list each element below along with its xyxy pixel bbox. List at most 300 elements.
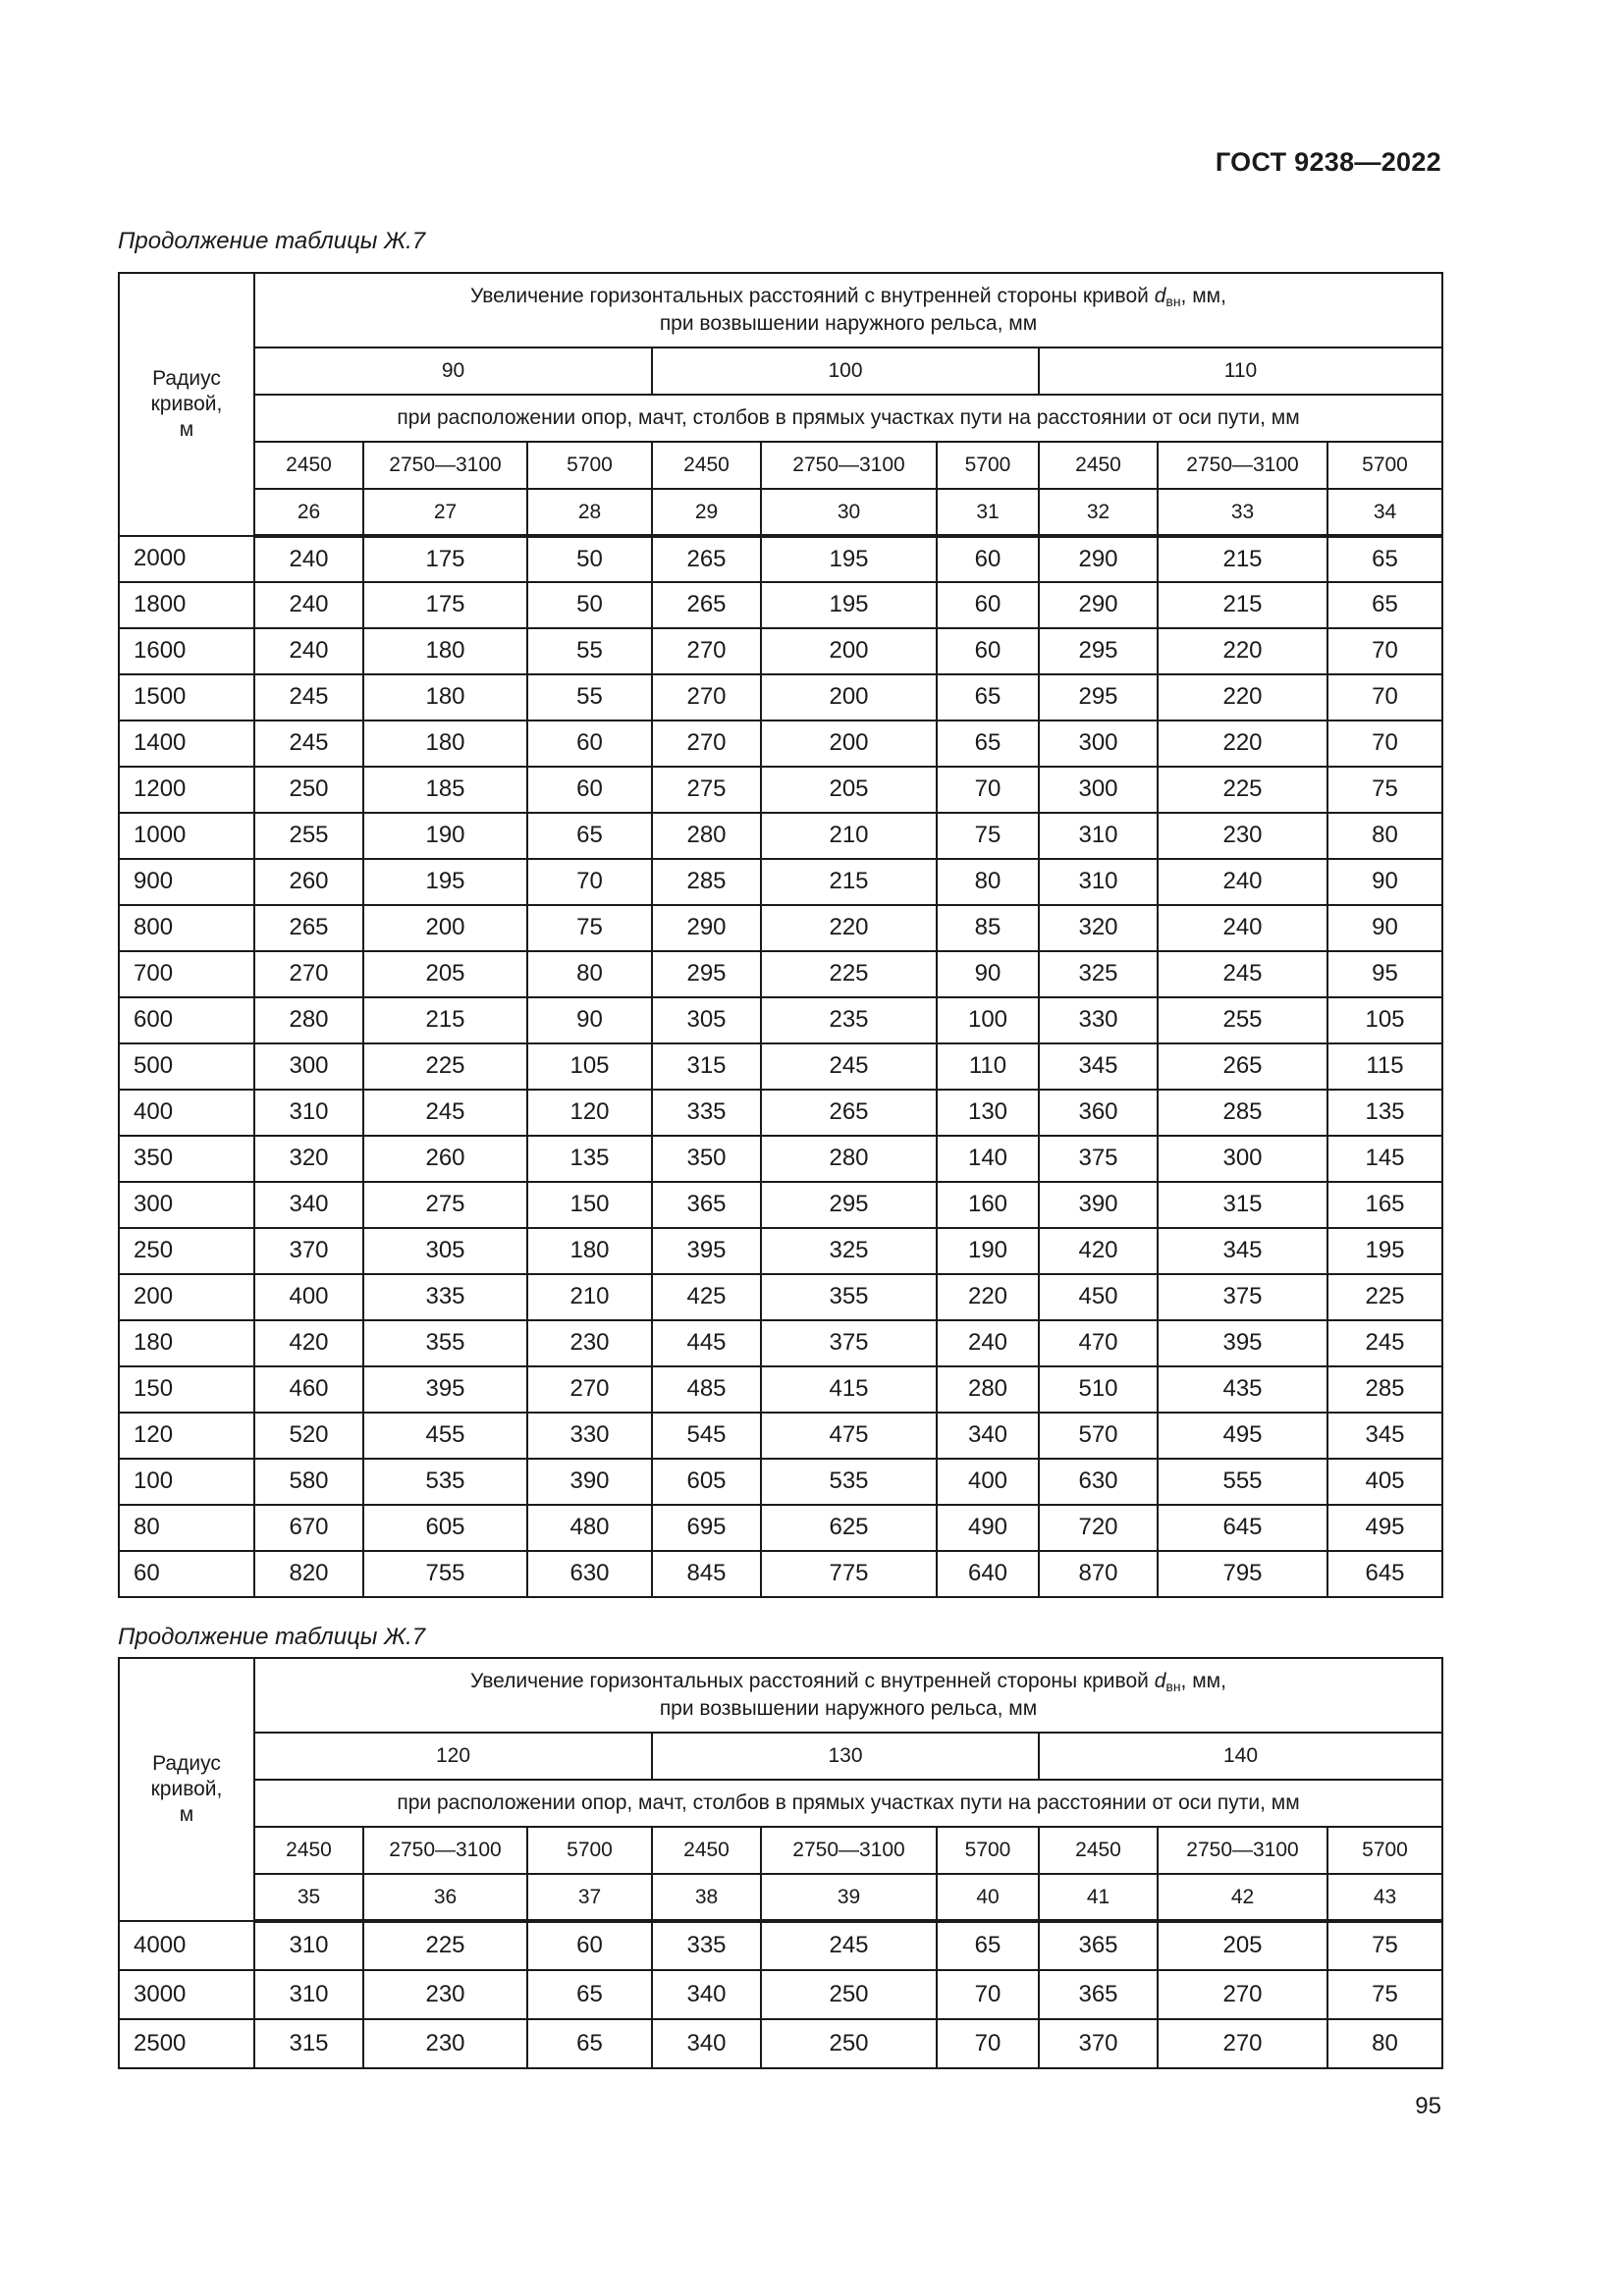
distance-header: 2450: [1039, 1827, 1158, 1874]
value-cell: 75: [527, 905, 652, 951]
radius-header: [119, 273, 254, 536]
value-cell: 235: [761, 997, 937, 1043]
table-row: [119, 582, 1442, 628]
value-cell: 60: [527, 721, 652, 767]
value-cell: 65: [527, 2019, 652, 2068]
distance-header: 5700: [937, 442, 1039, 489]
title-variable: d: [1154, 1670, 1166, 1693]
value-cell: 120: [527, 1090, 652, 1136]
table-row: [119, 997, 1442, 1043]
position-row: [119, 1780, 1442, 1827]
value-cell: 445: [652, 1320, 761, 1366]
value-cell: 90: [1327, 905, 1442, 951]
value-cell: 65: [937, 1921, 1039, 1970]
value-cell: 220: [1158, 628, 1327, 674]
value-cell: 345: [1039, 1043, 1158, 1090]
distance-header: 2750—3100: [761, 1827, 937, 1874]
value-cell: 755: [363, 1551, 527, 1597]
value-cell: 320: [1039, 905, 1158, 951]
value-cell: 220: [761, 905, 937, 951]
radius-header-line: Радиус: [152, 366, 221, 390]
table-row: [119, 1274, 1442, 1320]
table-row: [119, 813, 1442, 859]
value-cell: 270: [652, 674, 761, 721]
value-cell: 845: [652, 1551, 761, 1597]
value-cell: 215: [1158, 536, 1327, 582]
radius-cell: 300: [119, 1182, 254, 1228]
column-number: 32: [1039, 489, 1158, 536]
value-cell: 245: [254, 674, 363, 721]
value-cell: 555: [1158, 1459, 1327, 1505]
radius-header-line: м: [179, 1803, 194, 1827]
value-cell: 245: [363, 1090, 527, 1136]
value-cell: 265: [652, 582, 761, 628]
value-cell: 360: [1039, 1090, 1158, 1136]
value-cell: 240: [1158, 905, 1327, 951]
table-header: [119, 273, 1442, 536]
distance-header: 2750—3100: [761, 442, 937, 489]
value-cell: 245: [1327, 1320, 1442, 1366]
value-cell: 105: [527, 1043, 652, 1090]
value-cell: 210: [527, 1274, 652, 1320]
value-cell: 95: [1327, 951, 1442, 997]
value-cell: 245: [1158, 951, 1327, 997]
value-cell: 70: [1327, 721, 1442, 767]
value-cell: 230: [363, 1970, 527, 2019]
value-cell: 185: [363, 767, 527, 813]
value-cell: 110: [937, 1043, 1039, 1090]
table-row: [119, 1320, 1442, 1366]
value-cell: 295: [1039, 628, 1158, 674]
value-cell: 645: [1158, 1505, 1327, 1551]
document-code: ГОСТ 9238—2022: [1215, 147, 1441, 177]
value-cell: 335: [652, 1921, 761, 1970]
value-cell: 370: [1039, 2019, 1158, 2068]
value-cell: 215: [363, 997, 527, 1043]
value-cell: 415: [761, 1366, 937, 1413]
value-cell: 85: [937, 905, 1039, 951]
distance-header: 2450: [254, 1827, 363, 1874]
value-cell: 330: [1039, 997, 1158, 1043]
value-cell: 165: [1327, 1182, 1442, 1228]
elevation-header: 100: [652, 347, 1039, 395]
column-number: 35: [254, 1874, 363, 1921]
value-cell: 365: [1039, 1970, 1158, 2019]
radius-cell: 1400: [119, 721, 254, 767]
value-cell: 70: [937, 1970, 1039, 2019]
distance-header: 5700: [527, 1827, 652, 1874]
value-cell: 345: [1327, 1413, 1442, 1459]
value-cell: 230: [363, 2019, 527, 2068]
position-header: при расположении опор, мачт, столбов в прямых участках пути на расстоянии от оси пути, мм: [254, 1780, 1442, 1827]
radius-cell: 80: [119, 1505, 254, 1551]
value-cell: 200: [761, 674, 937, 721]
value-cell: 70: [1327, 674, 1442, 721]
value-cell: 485: [652, 1366, 761, 1413]
value-cell: 255: [254, 813, 363, 859]
value-cell: 60: [937, 582, 1039, 628]
value-cell: 50: [527, 536, 652, 582]
column-number-row: [119, 1874, 1442, 1921]
value-cell: 145: [1327, 1136, 1442, 1182]
table-title-header: [254, 273, 1442, 347]
value-cell: 240: [937, 1320, 1039, 1366]
value-cell: 270: [527, 1366, 652, 1413]
table-body: [119, 536, 1442, 1597]
value-cell: 375: [1158, 1274, 1327, 1320]
distance-header: 5700: [527, 442, 652, 489]
value-cell: 365: [1039, 1921, 1158, 1970]
value-cell: 325: [1039, 951, 1158, 997]
elevation-header: 140: [1039, 1733, 1442, 1780]
value-cell: 340: [652, 1970, 761, 2019]
radius-cell: 3000: [119, 1970, 254, 2019]
table-row: [119, 1090, 1442, 1136]
value-cell: 315: [254, 2019, 363, 2068]
value-cell: 510: [1039, 1366, 1158, 1413]
value-cell: 160: [937, 1182, 1039, 1228]
value-cell: 285: [1327, 1366, 1442, 1413]
table-row: [119, 1970, 1442, 2019]
value-cell: 105: [1327, 997, 1442, 1043]
distance-header: 2450: [652, 1827, 761, 1874]
value-cell: 625: [761, 1505, 937, 1551]
value-cell: 315: [652, 1043, 761, 1090]
column-number: 43: [1327, 1874, 1442, 1921]
value-cell: 535: [363, 1459, 527, 1505]
value-cell: 320: [254, 1136, 363, 1182]
value-cell: 395: [1158, 1320, 1327, 1366]
value-cell: 200: [761, 721, 937, 767]
value-cell: 265: [652, 536, 761, 582]
value-cell: 70: [937, 2019, 1039, 2068]
data-table-part-2: [118, 1657, 1443, 2069]
value-cell: 300: [1039, 767, 1158, 813]
value-cell: 310: [254, 1090, 363, 1136]
radius-cell: 150: [119, 1366, 254, 1413]
radius-cell: 100: [119, 1459, 254, 1505]
distance-header: 2450: [652, 442, 761, 489]
position-header: при расположении опор, мачт, столбов в прямых участках пути на расстоянии от оси пути, мм: [254, 395, 1442, 442]
value-cell: 75: [1327, 1921, 1442, 1970]
value-cell: 280: [761, 1136, 937, 1182]
table-row: [119, 2019, 1442, 2068]
value-cell: 435: [1158, 1366, 1327, 1413]
value-cell: 340: [652, 2019, 761, 2068]
value-cell: 870: [1039, 1551, 1158, 1597]
value-cell: 300: [1158, 1136, 1327, 1182]
table-header: [119, 1658, 1442, 1921]
radius-cell: 350: [119, 1136, 254, 1182]
value-cell: 210: [761, 813, 937, 859]
value-cell: 285: [1158, 1090, 1327, 1136]
value-cell: 645: [1327, 1551, 1442, 1597]
table-row: [119, 1228, 1442, 1274]
value-cell: 200: [363, 905, 527, 951]
value-cell: 135: [1327, 1090, 1442, 1136]
value-cell: 70: [527, 859, 652, 905]
distance-header: 5700: [1327, 1827, 1442, 1874]
value-cell: 310: [1039, 813, 1158, 859]
radius-cell: 500: [119, 1043, 254, 1090]
title-text: Увеличение горизонтальных расстояний с внутренней стороны кривой: [470, 285, 1155, 308]
value-cell: 395: [652, 1228, 761, 1274]
value-cell: 310: [254, 1921, 363, 1970]
value-cell: 340: [937, 1413, 1039, 1459]
radius-cell: 1500: [119, 674, 254, 721]
title-subscript: вн: [1165, 294, 1181, 310]
page-number: 95: [1415, 2093, 1441, 2119]
column-number: 26: [254, 489, 363, 536]
value-cell: 240: [1158, 859, 1327, 905]
value-cell: 390: [527, 1459, 652, 1505]
value-cell: 420: [254, 1320, 363, 1366]
value-cell: 195: [761, 536, 937, 582]
value-cell: 260: [254, 859, 363, 905]
radius-cell: 4000: [119, 1921, 254, 1970]
elevation-row: [119, 347, 1442, 395]
value-cell: 265: [254, 905, 363, 951]
value-cell: 535: [761, 1459, 937, 1505]
value-cell: 215: [761, 859, 937, 905]
value-cell: 605: [363, 1505, 527, 1551]
header-row: [119, 273, 1442, 347]
table-body: [119, 1921, 1442, 2068]
value-cell: 310: [254, 1970, 363, 2019]
value-cell: 75: [937, 813, 1039, 859]
value-cell: 240: [254, 582, 363, 628]
value-cell: 70: [937, 767, 1039, 813]
value-cell: 350: [652, 1136, 761, 1182]
table-row: [119, 721, 1442, 767]
value-cell: 195: [1327, 1228, 1442, 1274]
value-cell: 490: [937, 1505, 1039, 1551]
value-cell: 195: [363, 859, 527, 905]
table-row: [119, 1182, 1442, 1228]
table-row: [119, 628, 1442, 674]
title-text: Увеличение горизонтальных расстояний с внутренней стороны кривой: [470, 1670, 1155, 1693]
column-number: 37: [527, 1874, 652, 1921]
value-cell: 285: [652, 859, 761, 905]
value-cell: 200: [761, 628, 937, 674]
value-cell: 205: [1158, 1921, 1327, 1970]
value-cell: 270: [1158, 1970, 1327, 2019]
value-cell: 290: [652, 905, 761, 951]
value-cell: 265: [1158, 1043, 1327, 1090]
column-number: 34: [1327, 489, 1442, 536]
distance-row: [119, 1827, 1442, 1874]
radius-cell: 250: [119, 1228, 254, 1274]
value-cell: 195: [761, 582, 937, 628]
table-row: [119, 1413, 1442, 1459]
value-cell: 495: [1327, 1505, 1442, 1551]
elevation-header: 110: [1039, 347, 1442, 395]
value-cell: 450: [1039, 1274, 1158, 1320]
column-number-row: [119, 489, 1442, 536]
distance-header: 2750—3100: [363, 1827, 527, 1874]
value-cell: 275: [652, 767, 761, 813]
value-cell: 265: [761, 1090, 937, 1136]
value-cell: 80: [527, 951, 652, 997]
value-cell: 70: [1327, 628, 1442, 674]
radius-cell: 60: [119, 1551, 254, 1597]
data-table-part-1: [118, 272, 1443, 1598]
value-cell: 250: [761, 2019, 937, 2068]
value-cell: 570: [1039, 1413, 1158, 1459]
radius-cell: 700: [119, 951, 254, 997]
value-cell: 230: [1158, 813, 1327, 859]
column-number: 29: [652, 489, 761, 536]
value-cell: 480: [527, 1505, 652, 1551]
value-cell: 220: [937, 1274, 1039, 1320]
value-cell: 375: [1039, 1136, 1158, 1182]
value-cell: 65: [527, 813, 652, 859]
value-cell: 240: [254, 536, 363, 582]
value-cell: 75: [1327, 767, 1442, 813]
distance-header: 5700: [1327, 442, 1442, 489]
value-cell: 225: [363, 1921, 527, 1970]
title-line-2: при возвышении наружного рельса, мм: [659, 1696, 1038, 1720]
value-cell: 295: [652, 951, 761, 997]
elevation-row: [119, 1733, 1442, 1780]
value-cell: 475: [761, 1413, 937, 1459]
value-cell: 215: [1158, 582, 1327, 628]
elevation-header: 120: [254, 1733, 652, 1780]
value-cell: 405: [1327, 1459, 1442, 1505]
column-number: 33: [1158, 489, 1327, 536]
value-cell: 305: [652, 997, 761, 1043]
value-cell: 345: [1158, 1228, 1327, 1274]
title-variable: d: [1154, 285, 1166, 308]
distance-header: 2750—3100: [1158, 442, 1327, 489]
value-cell: 400: [937, 1459, 1039, 1505]
value-cell: 335: [652, 1090, 761, 1136]
value-cell: 175: [363, 536, 527, 582]
table-row: [119, 1551, 1442, 1597]
radius-cell: 600: [119, 997, 254, 1043]
value-cell: 225: [761, 951, 937, 997]
radius-cell: 1000: [119, 813, 254, 859]
value-cell: 65: [527, 1970, 652, 2019]
radius-cell: 1800: [119, 582, 254, 628]
value-cell: 250: [761, 1970, 937, 2019]
distance-header: 2750—3100: [1158, 1827, 1327, 1874]
value-cell: 55: [527, 674, 652, 721]
value-cell: 135: [527, 1136, 652, 1182]
value-cell: 795: [1158, 1551, 1327, 1597]
radius-cell: 400: [119, 1090, 254, 1136]
value-cell: 280: [652, 813, 761, 859]
column-number: 27: [363, 489, 527, 536]
radius-cell: 2000: [119, 536, 254, 582]
table-caption: Продолжение таблицы Ж.7: [118, 228, 426, 254]
position-row: [119, 395, 1442, 442]
radius-header-line: кривой,: [150, 392, 223, 415]
value-cell: 180: [363, 628, 527, 674]
value-cell: 390: [1039, 1182, 1158, 1228]
radius-cell: 900: [119, 859, 254, 905]
distance-header: 2750—3100: [363, 442, 527, 489]
table-row: [119, 1366, 1442, 1413]
value-cell: 205: [363, 951, 527, 997]
value-cell: 140: [937, 1136, 1039, 1182]
value-cell: 315: [1158, 1182, 1327, 1228]
value-cell: 365: [652, 1182, 761, 1228]
value-cell: 80: [937, 859, 1039, 905]
value-cell: 75: [1327, 1970, 1442, 2019]
value-cell: 90: [1327, 859, 1442, 905]
table-row: [119, 859, 1442, 905]
value-cell: 775: [761, 1551, 937, 1597]
value-cell: 340: [254, 1182, 363, 1228]
value-cell: 300: [254, 1043, 363, 1090]
value-cell: 335: [363, 1274, 527, 1320]
value-cell: 205: [761, 767, 937, 813]
value-cell: 220: [1158, 721, 1327, 767]
radius-cell: 1600: [119, 628, 254, 674]
value-cell: 670: [254, 1505, 363, 1551]
value-cell: 65: [1327, 536, 1442, 582]
table-row: [119, 1136, 1442, 1182]
column-number: 30: [761, 489, 937, 536]
radius-header-line: м: [179, 418, 194, 442]
table-row: [119, 536, 1442, 582]
value-cell: 290: [1039, 582, 1158, 628]
title-subscript: вн: [1165, 1679, 1181, 1695]
table-row: [119, 951, 1442, 997]
elevation-header: 130: [652, 1733, 1039, 1780]
value-cell: 240: [254, 628, 363, 674]
title-text-end: , мм,: [1180, 285, 1226, 308]
distance-header: 2450: [1039, 442, 1158, 489]
header-row: [119, 1658, 1442, 1733]
value-cell: 130: [937, 1090, 1039, 1136]
value-cell: 115: [1327, 1043, 1442, 1090]
distance-row: [119, 442, 1442, 489]
table-row: [119, 1921, 1442, 1970]
value-cell: 295: [761, 1182, 937, 1228]
value-cell: 300: [1039, 721, 1158, 767]
table-row: [119, 1505, 1442, 1551]
value-cell: 245: [761, 1921, 937, 1970]
value-cell: 355: [363, 1320, 527, 1366]
value-cell: 150: [527, 1182, 652, 1228]
value-cell: 630: [1039, 1459, 1158, 1505]
radius-cell: 800: [119, 905, 254, 951]
column-number: 38: [652, 1874, 761, 1921]
value-cell: 720: [1039, 1505, 1158, 1551]
value-cell: 395: [363, 1366, 527, 1413]
value-cell: 190: [363, 813, 527, 859]
value-cell: 280: [937, 1366, 1039, 1413]
value-cell: 695: [652, 1505, 761, 1551]
value-cell: 230: [527, 1320, 652, 1366]
title-line-2: при возвышении наружного рельса, мм: [659, 311, 1038, 335]
table-row: [119, 1043, 1442, 1090]
elevation-header: 90: [254, 347, 652, 395]
radius-header-line: Радиус: [152, 1751, 221, 1775]
value-cell: 225: [1327, 1274, 1442, 1320]
value-cell: 80: [1327, 2019, 1442, 2068]
distance-header: 5700: [937, 1827, 1039, 1874]
value-cell: 80: [1327, 813, 1442, 859]
value-cell: 420: [1039, 1228, 1158, 1274]
value-cell: 60: [937, 628, 1039, 674]
value-cell: 60: [937, 536, 1039, 582]
value-cell: 50: [527, 582, 652, 628]
value-cell: 295: [1039, 674, 1158, 721]
value-cell: 225: [363, 1043, 527, 1090]
